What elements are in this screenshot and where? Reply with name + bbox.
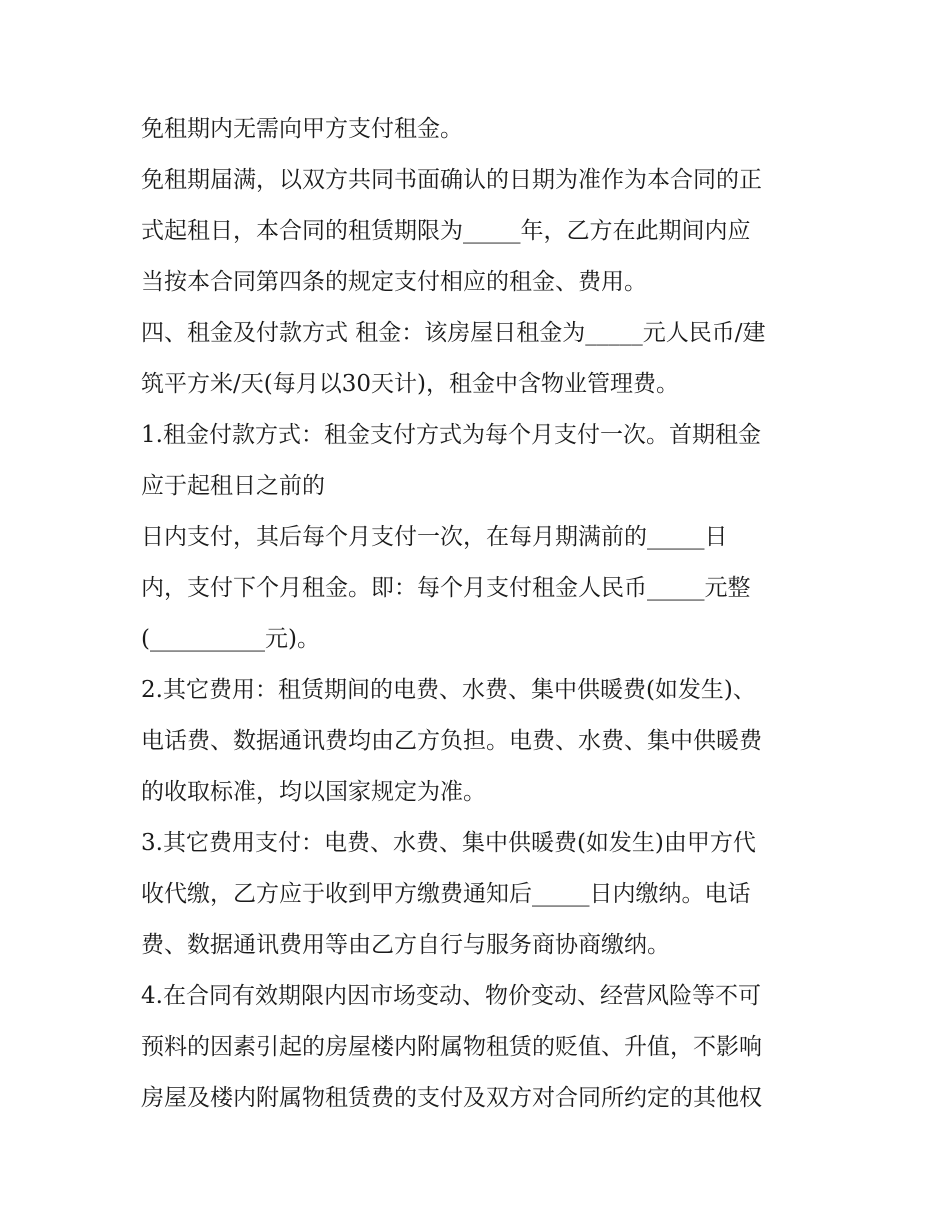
text-line: 日内支付，其后每个月支付一次，在每月期满前的_____日 xyxy=(141,524,728,550)
document-body xyxy=(141,104,821,1124)
text-line: 式起租日，本合同的租赁期限为_____年，乙方在此期间内应 xyxy=(141,218,751,244)
text-line: 4.在合同有效期限内因市场变动、物价变动、经营风险等不可 xyxy=(141,983,761,1009)
text-line: 3.其它费用支付：电费、水费、集中供暖费(如发生)由甲方代 xyxy=(141,830,756,856)
text-line: 当按本合同第四条的规定支付相应的租金、费用。 xyxy=(141,269,647,295)
text-line: 的收取标准，均以国家规定为准。 xyxy=(141,779,486,805)
text-line: 应于起租日之前的 xyxy=(141,473,325,499)
text-line: (__________元)。 xyxy=(141,626,320,652)
text-line: 四、租金及付款方式 租金：该房屋日租金为_____元人民币/建 xyxy=(141,320,766,346)
text-line: 电话费、数据通讯费均由乙方负担。电费、水费、集中供暖费 xyxy=(141,728,762,754)
text-line: 房屋及楼内附属物租赁费的支付及双方对合同所约定的其他权 xyxy=(141,1085,762,1111)
text-line: 预料的因素引起的房屋楼内附属物租赁的贬值、升值，不影响 xyxy=(141,1034,762,1060)
text-line: 2.其它费用：租赁期间的电费、水费、集中供暖费(如发生)、 xyxy=(141,677,756,703)
text-line: 免租期内无需向甲方支付租金。 xyxy=(141,116,463,142)
text-line: 费、数据通讯费用等由乙方自行与服务商协商缴纳。 xyxy=(141,932,670,958)
text-line: 筑平方米/天(每月以30天计)，租金中含物业管理费。 xyxy=(141,371,679,397)
text-line: 1.租金付款方式：租金支付方式为每个月支付一次。首期租金 xyxy=(141,422,761,448)
text-line: 内，支付下个月租金。即：每个月支付租金人民币_____元整 xyxy=(141,575,751,601)
text-line: 免租期届满，以双方共同书面确认的日期为准作为本合同的正 xyxy=(141,167,762,193)
text-line: 收代缴，乙方应于收到甲方缴费通知后_____日内缴纳。电话 xyxy=(141,881,751,907)
